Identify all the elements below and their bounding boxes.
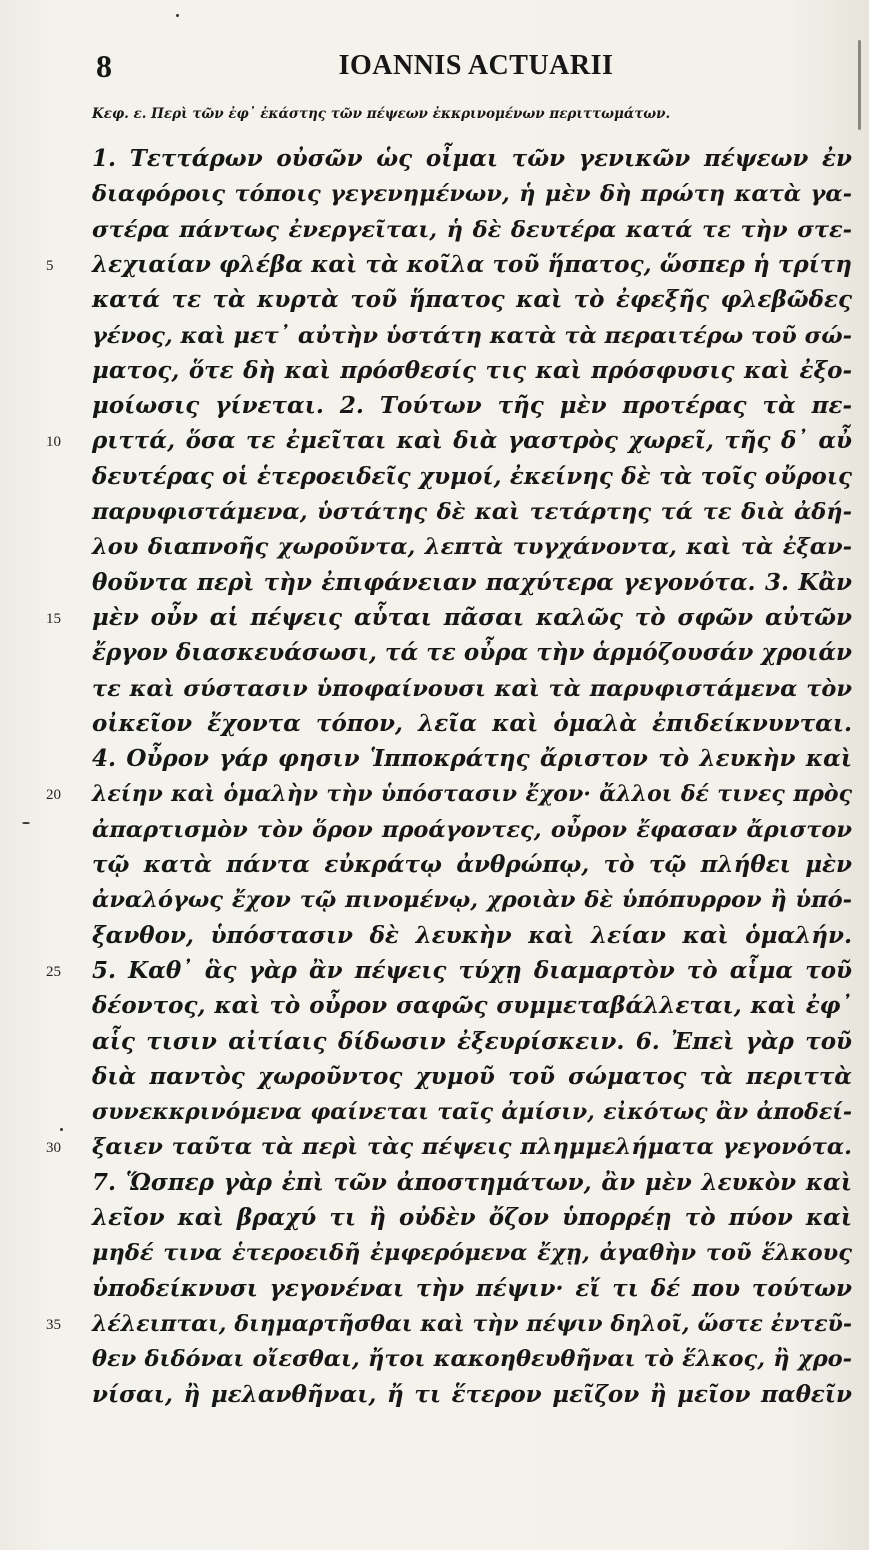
text-line: λου διαπνοῆς χωροῦντα, λεπτὰ τυγχάνοντα, καὶ τὰ ἐξαν-	[92, 534, 852, 561]
text-line: μὲν οὖν αἱ πέψεις αὗται πᾶσαι καλῶς τὸ σφῶν αὐτῶν	[92, 603, 852, 631]
line-number	[46, 1376, 86, 1414]
text-line: λέλειπται, διημαρτῆσθαι καὶ τὴν πέψιν δηλοῖ, ὥστε ἐντεῦ-	[92, 1310, 852, 1337]
text-line: διαφόροις τόποις γεγενημένων, ἡ μὲν δὴ πρώτη κατὰ γα-	[92, 181, 852, 208]
text-line: νίσαι, ἢ μελανθῆναι, ἤ τι ἕτερον μεῖζον ἢ μεῖον παθεῖν	[92, 1380, 852, 1408]
text-line: αἷς τισιν αἰτίαις δίδωσιν ἐξευρίσκειν. 6. Ἐπεὶ γὰρ τοῦ	[92, 1027, 852, 1055]
line-number	[46, 881, 86, 919]
text-line: θεν διδόναι οἴεσθαι, ἤτοι κακοηθευθῆναι τὸ ἕλκος, ἢ χρο-	[92, 1346, 852, 1373]
line-number	[46, 352, 86, 390]
text-line: θοῦντα περὶ τὴν ἐπιφάνειαν παχύτερα γεγονότα. 3. Κἂν	[92, 568, 852, 596]
line-number	[46, 175, 86, 213]
text-line: παρυφιστάμενα, ὑστάτης δὲ καὶ τετάρτης τά τε διὰ ἀδή-	[92, 499, 852, 525]
text-line: γένος, καὶ μετ᾽ αὐτὴν ὑστάτη κατὰ τὰ περαιτέρω τοῦ σώ-	[92, 322, 852, 349]
line-number: 10	[46, 434, 61, 451]
text-line: λεῖον καὶ βραχύ τι ἢ οὐδὲν ὄζον ὑπορρέῃ τὸ πύον καὶ	[92, 1204, 852, 1231]
text-line: λείην καὶ ὁμαλὴν τὴν ὑπόστασιν ἔχον· ἄλλοι δέ τινες πρὸς	[92, 781, 852, 808]
text-line: 5. Καθ᾽ ἃς γὰρ ἂν πέψεις τύχῃ διαμαρτὸν τὸ αἷμα τοῦ	[92, 956, 852, 984]
line-number	[46, 634, 86, 672]
text-line: στέρα πάντως ἐνεργεῖται, ἡ δὲ δευτέρα κατά τε τὴν στε-	[92, 216, 852, 243]
line-number	[46, 1093, 86, 1131]
running-title: IOANNIS ACTUARII	[338, 50, 614, 81]
text-line: τῷ κατὰ πάντα εὐκράτῳ ἀνθρώπῳ, τὸ τῷ πλήθει μὲν	[92, 851, 852, 878]
chapter-heading: Κεφ. ε. Περὶ τῶν ἐφ᾽ ἑκάστης τῶν πέψεων ἐκκρινομένων περιττωμάτων.	[92, 106, 671, 122]
text-line: ὑποδείκνυσι γεγονέναι τὴν πέψιν· εἴ τι δέ που τούτων	[92, 1274, 852, 1302]
line-number	[46, 1058, 86, 1096]
print-speck	[176, 14, 179, 17]
line-number	[46, 493, 86, 531]
line-number	[46, 564, 86, 602]
text-line: 1. Τεττάρων οὐσῶν ὡς οἶμαι τῶν γενικῶν πέψεων ἐν	[92, 145, 852, 172]
text-line: δευτέρας οἱ ἑτεροειδεῖς χυμοί, ἐκείνης δὲ τὰ τοῖς οὔροις	[92, 462, 852, 490]
line-number	[46, 811, 86, 849]
line-number	[46, 1164, 86, 1202]
line-number	[46, 705, 86, 743]
text-line: ξανθον, ὑπόστασιν δὲ λευκὴν καὶ λείαν καὶ ὁμαλήν.	[92, 921, 852, 949]
line-number	[46, 917, 86, 955]
text-line: κατά τε τὰ κυρτὰ τοῦ ἥπατος καὶ τὸ ἐφεξῆς φλεβῶδες	[92, 286, 852, 314]
line-number	[46, 1234, 86, 1272]
text-line: ξαιεν ταῦτα τὰ περὶ τὰς πέψεις πλημμελήματα γεγονότα.	[92, 1134, 852, 1161]
text-line: λεχιαίαν φλέβα καὶ τὰ κοῖλα τοῦ ἥπατος, ὥσπερ ἡ τρίτη	[92, 250, 852, 278]
line-number	[46, 458, 86, 496]
text-line: ἔργον διασκευάσωσι, τά τε οὖρα τὴν ἁρμόζουσάν χροιάν	[92, 639, 852, 667]
line-number	[46, 528, 86, 566]
line-number: 35	[46, 1316, 61, 1333]
page-header	[96, 48, 856, 88]
line-number: 15	[46, 610, 61, 627]
line-number	[46, 1270, 86, 1308]
page-number: 8	[96, 48, 112, 84]
print-speck	[60, 1128, 63, 1131]
line-number	[46, 140, 86, 178]
text-line: μηδέ τινα ἑτεροειδῆ ἐμφερόμενα ἔχῃ, ἀγαθὴν τοῦ ἕλκους	[92, 1240, 852, 1267]
line-number	[46, 1023, 86, 1061]
text-line: δέοντος, καὶ τὸ οὖρον σαφῶς συμμεταβάλλεται, καὶ ἐφ᾽	[92, 992, 852, 1020]
line-number: 30	[46, 1140, 61, 1157]
print-speck	[858, 40, 861, 130]
line-number: 20	[46, 787, 61, 804]
text-line: ἀναλόγως ἔχον τῷ πινομένῳ, χροιὰν δὲ ὑπόπυρρον ἢ ὑπό-	[92, 887, 852, 914]
line-number	[46, 387, 86, 425]
line-number: 25	[46, 963, 61, 980]
text-line: ἀπαρτισμὸν τὸν ὅρον προάγοντες, οὖρον ἔφασαν ἄριστον	[92, 816, 852, 843]
line-number	[46, 281, 86, 319]
line-number	[46, 211, 86, 249]
text-line: ριττά, ὅσα τε ἐμεῖται καὶ διὰ γαστρὸς χωρεῖ, τῆς δ᾽ αὖ	[92, 427, 852, 455]
text-line: διὰ παντὸς χωροῦντος χυμοῦ τοῦ σώματος τὰ περιττὰ	[92, 1062, 852, 1090]
line-number	[46, 317, 86, 355]
text-line: 7. Ὥσπερ γὰρ ἐπὶ τῶν ἀποστημάτων, ἂν μὲν λευκὸν καὶ	[92, 1168, 852, 1196]
line-number	[46, 1340, 86, 1378]
line-number	[46, 1199, 86, 1237]
line-number	[46, 670, 86, 708]
line-number	[46, 740, 86, 778]
line-number	[46, 846, 86, 884]
text-line: μοίωσις γίνεται. 2. Τούτων τῆς μὲν προτέρας τὰ πε-	[92, 392, 852, 420]
text-line: ματος, ὅτε δὴ καὶ πρόσθεσίς τις καὶ πρόσφυσις καὶ ἐξο-	[92, 356, 852, 384]
line-number	[46, 987, 86, 1025]
print-speck	[22, 822, 30, 824]
text-line: συνεκκρινόμενα φαίνεται ταῖς ἀμίσιν, εἰκότως ἂν ἀποδεί-	[92, 1099, 852, 1126]
text-line: 4. Οὖρον γάρ φησιν Ἱπποκράτης ἄριστον τὸ λευκὴν καὶ	[92, 745, 852, 773]
text-line: οἰκεῖον ἔχοντα τόπον, λεῖα καὶ ὁμαλὰ ἐπιδείκνυνται.	[92, 709, 852, 737]
line-number: 5	[46, 257, 54, 274]
text-line: τε καὶ σύστασιν ὑποφαίνουσι καὶ τὰ παρυφιστάμενα τὸν	[92, 675, 852, 702]
